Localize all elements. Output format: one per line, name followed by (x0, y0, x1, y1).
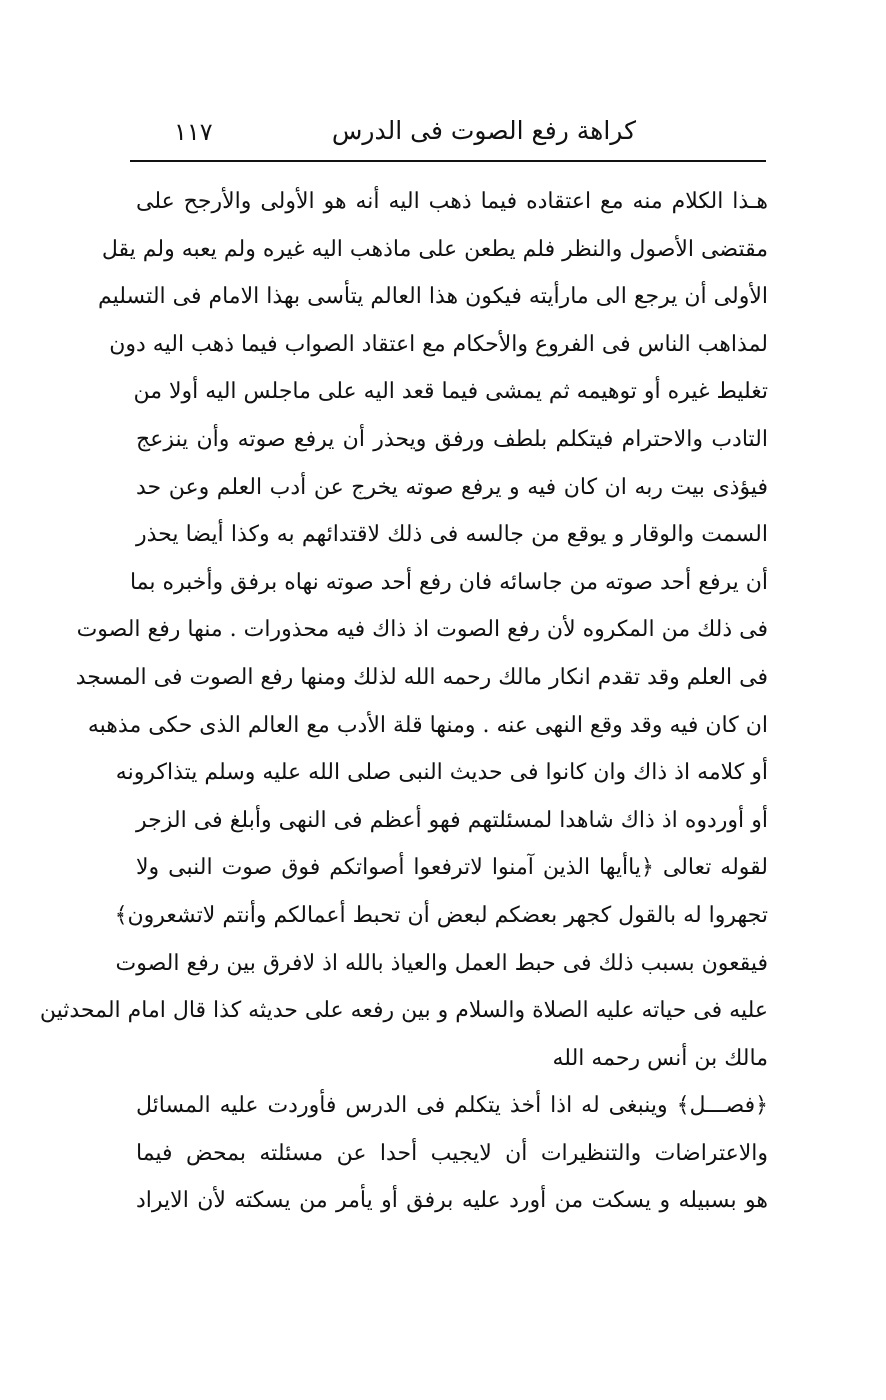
text-line: هو بسبيله و يسكت من أورد عليه برفق أو يأمر من يسكته لأن الايراد (136, 1188, 768, 1214)
text-line: تجهروا له بالقول كجهر بعضكم لبعض أن تحبط أعمالكم وأنتم لاتشعرون﴾ (114, 902, 768, 928)
page-number: ١١٧ (174, 118, 213, 146)
text-line: لقوله تعالى ﴿ياأيها الذين آمنوا لاترفعوا أصواتكم فوق صوت النبى ولا (136, 855, 768, 881)
paragraph-end-line: مالك بن أنس رحمه الله (552, 1045, 768, 1071)
text-line: تغليط غيره أو توهيمه ثم يمشى فيما قعد اليه على ماجلس اليه أولا من (133, 379, 768, 405)
text-line: فيؤذى بيت ربه ان كان فيه و يرفع صوته يخرج عن أدب العلم وعن حد (136, 474, 768, 500)
text-line: هـذا الكلام منه مع اعتقاده فيما ذهب اليه أنه هو الأولى والأرجح على (136, 189, 768, 214)
text-line: فى ذلك من المكروه لأن رفع الصوت اذ ذاك فيه محذورات . منها رفع الصوت (76, 617, 768, 643)
section-heading-line: ﴿فصـــل﴾ وينبغى له اذا أخذ يتكلم فى الدرس فأوردت عليه المسائل (136, 1093, 768, 1119)
text-line: أو أوردوه اذ ذاك شاهدا لمسئلتهم فهو أعظم فى النهى وأبلغ فى الزجر (136, 807, 768, 833)
header-title: كراهة رفع الصوت فى الدرس (331, 116, 636, 145)
text-line: مقتضى الأصول والنظر فلم يطعن على ماذهب اليه غيره ولم يعبه ولم يقل (101, 236, 768, 262)
text-line: فيقعون بسبب ذلك فى حبط العمل والعياذ بالله اذ لافرق بين رفع الصوت (115, 950, 768, 976)
text-line: فى العلم وقد تقدم انكار مالك رحمه الله لذلك ومنها رفع الصوت فى المسجد (75, 664, 768, 690)
text-line: أو كلامه اذ ذاك وان كانوا فى حديث النبى صلى الله عليه وسلم يتذاكرونه (115, 760, 768, 786)
text-line: والاعتراضات والتنظيرات أن لايجيب أحدا عن مسئلته بمحض فيما (136, 1140, 768, 1166)
text-line: أن يرفع أحد صوته من جاسائه فان رفع أحد صوته نهاه برفق وأخبره بما (129, 569, 768, 595)
text-line: التادب والاحترام فيتكلم بلطف ورفق ويحذر أن يرفع صوته وأن ينزعج (136, 426, 768, 452)
running-header (132, 112, 764, 160)
header-divider (130, 160, 766, 162)
text-line: عليه فى حياته عليه الصلاة والسلام و بين رفعه على حديثه كذا قال امام المحدثين (39, 998, 768, 1024)
text-line: ان كان فيه وقد وقع النهى عنه . ومنها قلة الأدب مع العالم الذى حكى مذهبه (87, 712, 768, 738)
text-line: لمذاهب الناس فى الفروع والأحكام مع اعتقاد الصواب فيما ذهب اليه دون (109, 331, 768, 357)
text-line: الأولى أن يرجع الى مارأيته فيكون هذا العالم يتأسى بهذا الامام فى التسليم (97, 284, 768, 310)
body-text (39, 178, 768, 1225)
text-line: السمت والوقار و يوقع من جالسه فى ذلك لاقتدائهم به وكذا أيضا يحذر (136, 522, 768, 548)
